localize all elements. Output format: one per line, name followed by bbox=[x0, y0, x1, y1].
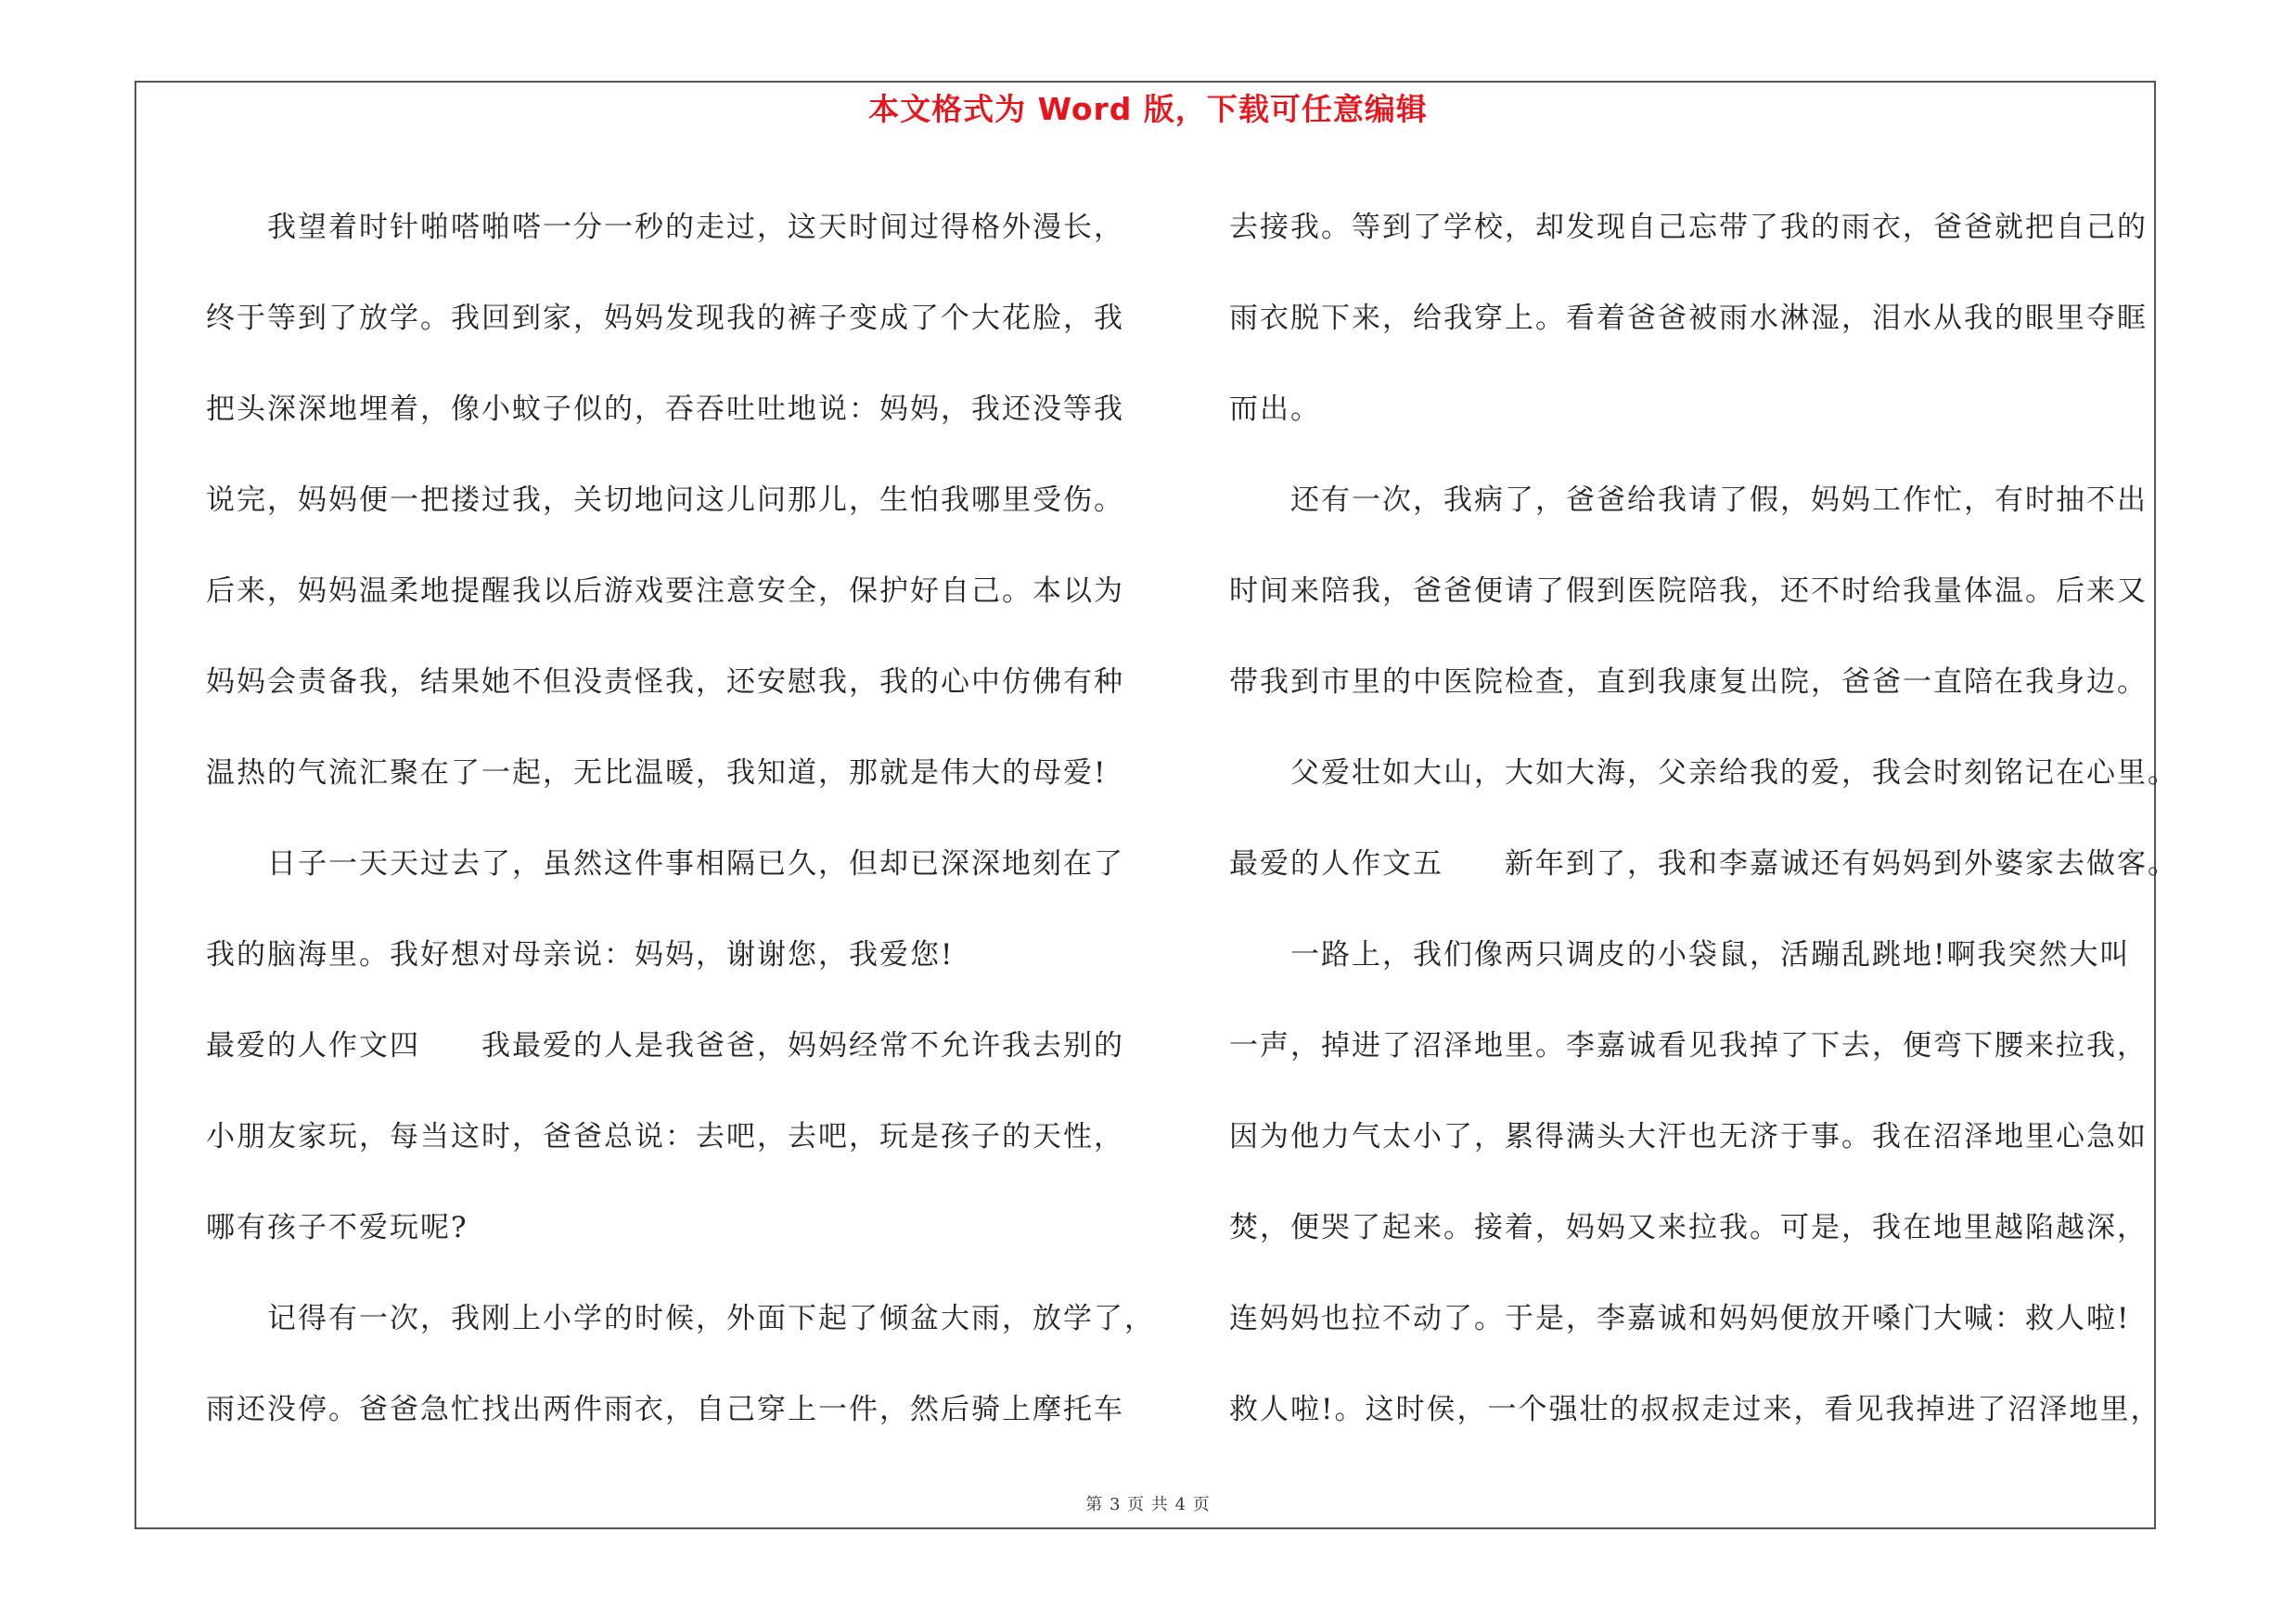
text-line: 去接我。等到了学校，却发现自己忘带了我的雨衣，爸爸就把自己的 bbox=[1229, 211, 2148, 244]
text-line: 记得有一次，我刚上小学的时候，外面下起了倾盆大雨，放学了， bbox=[267, 1302, 1155, 1335]
essay-heading-line: 最爱的人作文四 我最爱的人是我爸爸，妈妈经常不允许我去别的 bbox=[206, 1029, 1124, 1063]
text-line: 父爱壮如大山，大如大海，父亲给我的爱，我会时刻铭记在心里。 bbox=[1290, 756, 2178, 790]
text-line: 我望着时针啪嗒啪嗒一分一秒的走过，这天时间过得格外漫长， bbox=[267, 211, 1124, 244]
essay-heading-line: 最爱的人作文五 新年到了，我和李嘉诚还有妈妈到外婆家去做客。 bbox=[1229, 847, 2178, 881]
text-line: 终于等到了放学。我回到家，妈妈发现我的裤子变成了个大花脸，我 bbox=[206, 302, 1124, 335]
text-line: 雨还没停。爸爸急忙找出两件雨衣，自己穿上一件，然后骑上摩托车 bbox=[206, 1393, 1124, 1426]
text-line: 因为他力气太小了，累得满头大汗也无济于事。我在沼泽地里心急如 bbox=[1229, 1120, 2148, 1153]
text-line: 妈妈会责备我，结果她不但没责怪我，还安慰我，我的心中仿佛有种 bbox=[206, 665, 1124, 699]
text-line: 温热的气流汇聚在了一起，无比温暖，我知道，那就是伟大的母爱! bbox=[206, 756, 1108, 790]
document-header: 本文格式为 Word 版，下载可任意编辑 bbox=[868, 91, 1428, 127]
text-line: 带我到市里的中医院检查，直到我康复出院，爸爸一直陪在我身边。 bbox=[1229, 665, 2148, 699]
page-number-footer: 第 3 页 共 4 页 bbox=[1085, 1495, 1211, 1514]
text-line: 哪有孩子不爱玩呢? bbox=[206, 1211, 468, 1244]
text-line: 时间来陪我，爸爸便请了假到医院陪我，还不时给我量体温。后来又 bbox=[1229, 574, 2148, 608]
text-line: 把头深深地埋着，像小蚊子似的，吞吞吐吐地说：妈妈，我还没等我 bbox=[206, 393, 1124, 426]
text-line: 连妈妈也拉不动了。于是，李嘉诚和妈妈便放开嗓门大喊：救人啦! bbox=[1229, 1302, 2131, 1335]
text-line: 小朋友家玩，每当这时，爸爸总说：去吧，去吧，玩是孩子的天性， bbox=[206, 1120, 1124, 1153]
right-text-column bbox=[1229, 182, 2178, 1455]
text-line: 说完，妈妈便一把搂过我，关切地问这儿问那儿，生怕我哪里受伤。 bbox=[206, 483, 1124, 517]
left-text-column bbox=[206, 182, 1155, 1455]
text-line: 日子一天天过去了，虽然这件事相隔已久，但却已深深地刻在了 bbox=[267, 847, 1124, 881]
text-line: 而出。 bbox=[1229, 393, 1321, 426]
text-line: 焚，便哭了起来。接着，妈妈又来拉我。可是，我在地里越陷越深， bbox=[1229, 1211, 2148, 1244]
text-line: 一路上，我们像两只调皮的小袋鼠，活蹦乱跳地!啊我突然大叫 bbox=[1290, 938, 2131, 972]
text-line: 还有一次，我病了，爸爸给我请了假，妈妈工作忙，有时抽不出 bbox=[1290, 483, 2148, 517]
text-line: 后来，妈妈温柔地提醒我以后游戏要注意安全，保护好自己。本以为 bbox=[206, 574, 1124, 608]
text-line: 我的脑海里。我好想对母亲说：妈妈，谢谢您，我爱您! bbox=[206, 938, 955, 972]
text-line: 雨衣脱下来，给我穿上。看着爸爸被雨水淋湿，泪水从我的眼里夺眶 bbox=[1229, 302, 2148, 335]
text-line: 一声，掉进了沼泽地里。李嘉诚看见我掉了下去，便弯下腰来拉我， bbox=[1229, 1029, 2148, 1063]
text-line: 救人啦!。这时侯，一个强壮的叔叔走过来，看见我掉进了沼泽地里， bbox=[1229, 1393, 2161, 1426]
